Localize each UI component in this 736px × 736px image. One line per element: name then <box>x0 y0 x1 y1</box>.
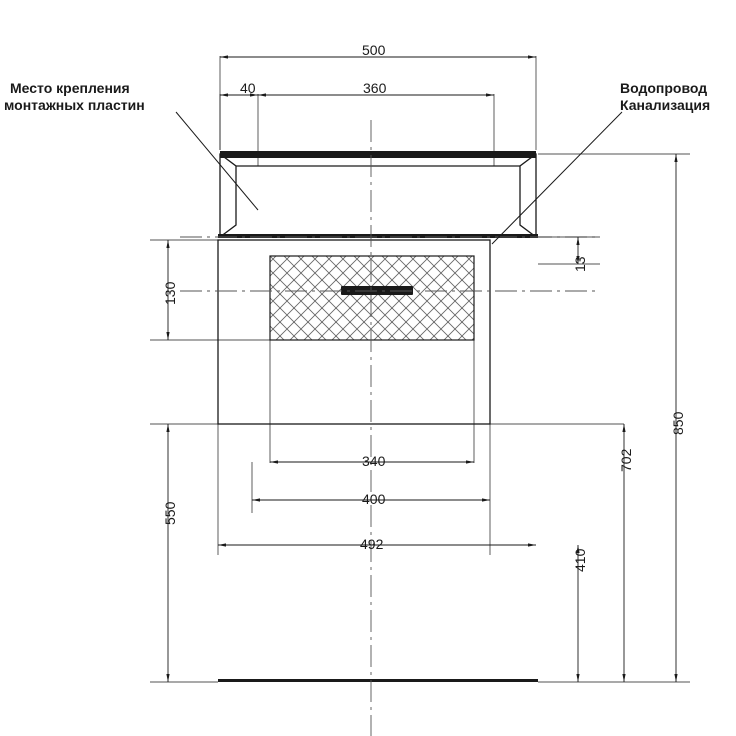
dim-label-130: 130 <box>162 281 178 305</box>
drawer-handle <box>341 286 413 295</box>
dim-label-360: 360 <box>363 80 387 96</box>
dim-label-340: 340 <box>362 453 386 469</box>
annotation-water-supply-line1: Водопровод <box>620 80 708 96</box>
dimension-lines <box>168 57 676 682</box>
dim-label-40: 40 <box>240 80 256 96</box>
annotation-mount-plates-line1: Место крепления <box>10 80 130 96</box>
drawer-front <box>270 256 474 340</box>
dim-label-400: 400 <box>362 491 386 507</box>
leader-lines <box>176 112 622 244</box>
basin-rim <box>220 151 536 158</box>
extension-lines <box>150 56 690 682</box>
dim-label-850: 850 <box>670 411 686 435</box>
dim-label-500: 500 <box>362 42 386 58</box>
dim-label-13: 13 <box>572 256 588 272</box>
dim-label-550: 550 <box>162 501 178 525</box>
annotation-water-supply-line2: Канализация <box>620 97 711 113</box>
dim-label-492: 492 <box>360 536 384 552</box>
basin-outline <box>220 154 536 237</box>
floor-line <box>218 679 538 682</box>
dim-label-410: 410 <box>572 548 588 572</box>
annotation-mount-plates-line2: монтажных пластин <box>4 97 145 113</box>
dim-label-702: 702 <box>618 448 634 472</box>
